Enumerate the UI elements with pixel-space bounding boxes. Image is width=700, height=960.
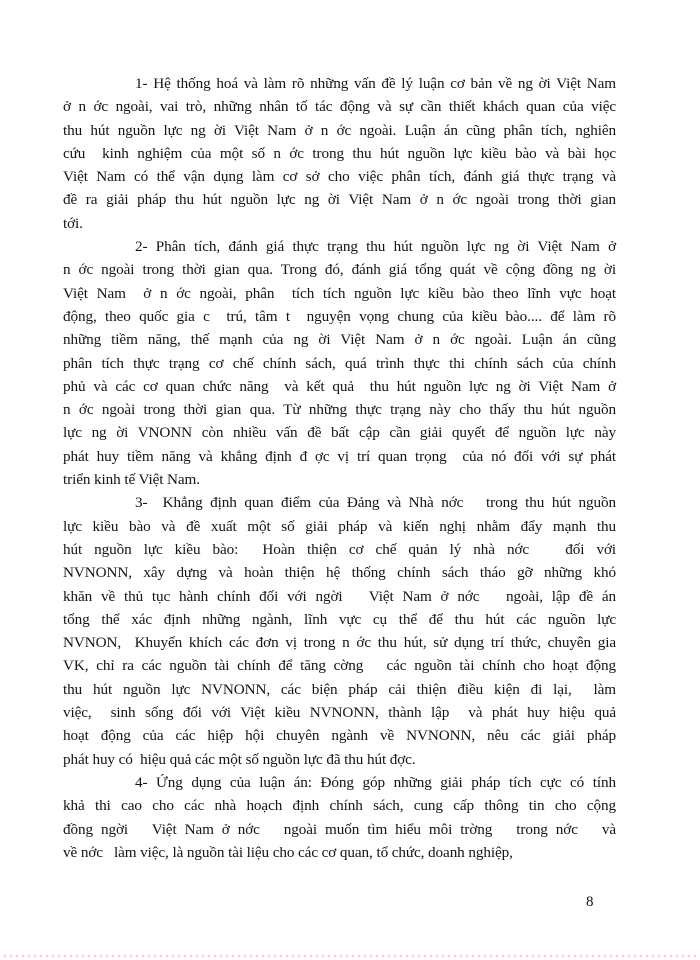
text-line: phát huy tiềm năng và khẳng định đ ợc vị trí quan trọng của nó đối với sự phát [63,447,616,465]
text-line: NVNONN, xây dựng và hoàn thiện hệ thống chính sách tháo gỡ những khó [63,564,616,582]
text-line: triển kinh tế Việt Nam. [63,471,200,489]
text-line: tới. [63,214,83,232]
text-line: cứu kinh nghiệm của một số n ớc trong thu hút nguồn lực kiều bào và bài học [63,144,616,162]
text-line: 4- Ứng dụng của luận án: Đóng góp những giải pháp tích cực có tính [135,773,616,791]
text-line: phủ và các cơ quan chức năng và kết quả thu hút nguồn lực ng ời Việt Nam ở [63,377,616,395]
text-line: 2- Phân tích, đánh giá thực trạng thu hút nguồn lực ng ời Việt Nam ở [135,238,616,256]
text-line: đồng ngời Việt Nam ở nớc ngoài muốn tìm hiểu môi trờng trong nớc và [63,820,616,838]
text-line: thu hút nguồn lực NVNONN, các biện pháp cải thiện điều kiện đi lại, làm [63,680,616,698]
text-line: VK, chỉ ra các nguồn tài chính để tăng cờng các nguồn tài chính cho hoạt động [63,657,616,675]
text-line: khả thi cao cho các nhà hoạch định chính sách, cung cấp thông tin cho cộng [63,797,616,815]
text-line: NVNON, Khuyến khích các đơn vị trong n ớc thu hút, sử dụng trí thức, chuyên gia [63,634,616,652]
paragraph [63,72,616,235]
text-line: lực kiều bào và đề xuất một số giải pháp và kiến nghị nhằm đẩy mạnh thu [63,517,616,535]
page-number: 8 [586,894,594,910]
paragraph [63,771,616,864]
text-line: Việt Nam có thể vận dụng làm cơ sở cho việc phân tích, đánh giá thực trạng và [63,168,616,186]
paragraph [63,235,616,491]
text-line: phát huy có hiệu quả các một số nguồn lực đã thu hút đợc. [63,750,416,768]
text-line: lực ng ời VNONN còn nhiều vấn đề bất cập cần giải quyết để nguồn lực này [63,424,616,442]
text-line: hoạt động của các hiệp hội chuyên ngành về NVNONN, nêu các giải pháp [63,727,616,745]
text-line: Việt Nam ở n ớc ngoài, phân tích tích nguồn lực kiều bào theo lĩnh vực hoạt [63,284,616,302]
text-line: n ớc ngoài trong thời gian qua. Trong đó, đánh giá tổng quát về cộng đồng ng ời [63,261,616,279]
text-line: thu hút nguồn lực ng ời Việt Nam ở n ớc ngoài. Luận án cũng phân tích, nghiên [63,121,616,139]
text-line: n ớc ngoài trong thời gian qua. Từ những thực trạng này cho thấy thu hút nguồn [63,401,616,419]
text-line: tổng thể xác định những ngành, lĩnh vực cụ thể để thu hút các nguồn lực [63,610,616,628]
text-line: đề ra giải pháp thu hút nguồn lực ng ời Việt Nam ở n ớc ngoài trong thời gian [63,191,616,209]
text-line: khăn về thủ tục hành chính đối với ngời Việt Nam ở nớc ngoài, lập đề án [63,587,616,605]
text-line: 3- Khẳng định quan điểm của Đảng và Nhà nớc trong thu hút nguồn [135,494,616,512]
text-line: động, theo quốc gia c trú, tâm t nguyện vọng chung của kiều bào.... để làm rõ [63,307,616,325]
text-line: việc, sinh sống đối với Việt kiều NVNONN, thành lập và phát huy hiệu quả [63,704,616,722]
text-line: hút nguồn lực kiều bào: Hoàn thiện cơ chế quản lý nhà nớc đối với [63,540,616,558]
bottom-dotted-line [2,954,698,958]
text-line: ở n ớc ngoài, vai trò, những nhân tố tác động và sự cần thiết khách quan của việc [63,98,616,116]
text-line: phân tích thực trạng cơ chế chính sách, quá trình thực thi chính sách của chính [63,354,616,372]
paragraph [63,491,616,771]
text-line: những tiềm năng, thế mạnh của ng ời Việt Nam ở n ớc ngoài. Luận án cũng [63,331,616,349]
text-line: 1- Hệ thống hoá và làm rõ những vấn đề lý luận cơ bản về ng ời Việt Nam [135,75,616,92]
text-line: về nớc làm việc, là nguồn tài liệu cho các cơ quan, tổ chức, doanh nghiệp, [63,843,513,861]
document-body [63,72,616,864]
